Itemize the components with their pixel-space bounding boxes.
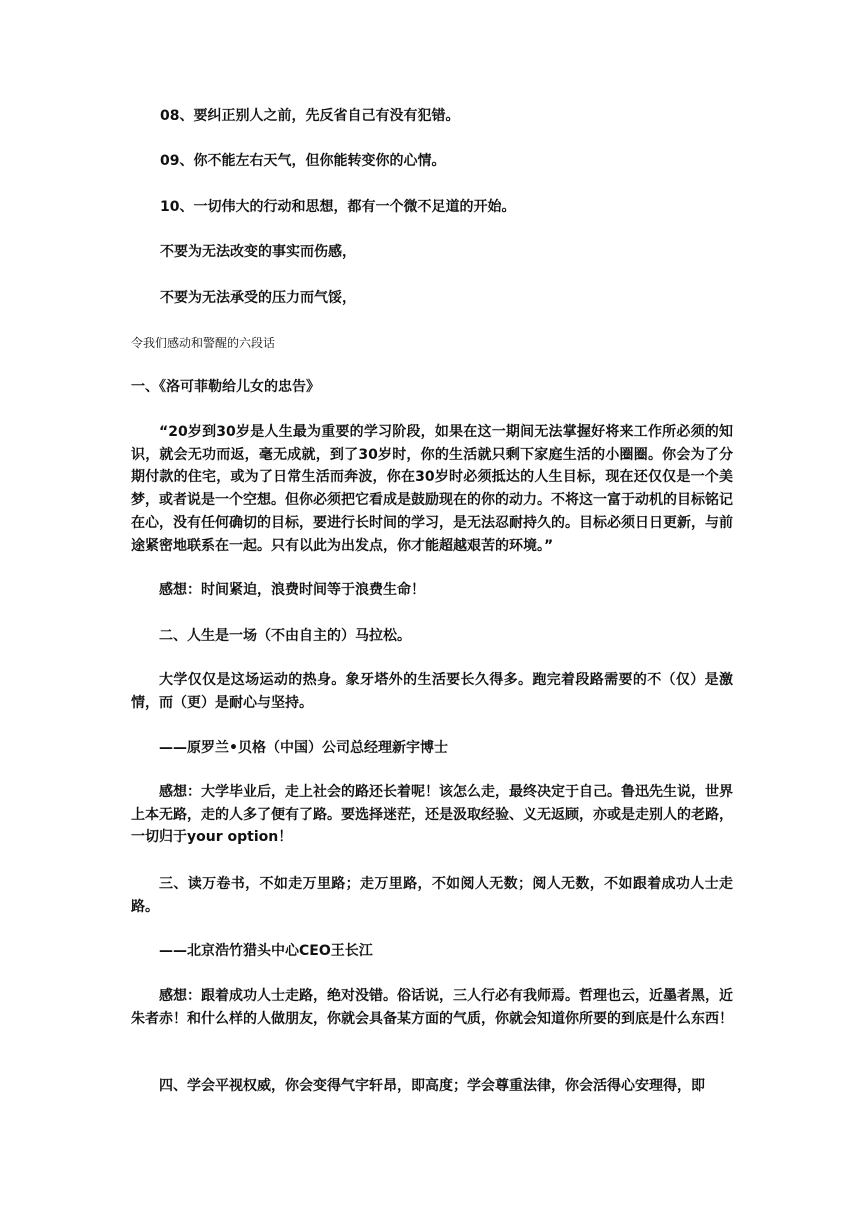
quote-09: 09、你不能左右天气，但你能转变你的心情。 — [160, 153, 446, 169]
quote-10: 10、一切伟大的行动和思想，都有一个微不足道的开始。 — [160, 199, 516, 215]
rockefeller-quote: “20岁到30岁是人生最为重要的学习阶段，如果在这一期间无法掌握好将来工作所必须的知识，就会无功而返，毫无成就，到了30岁时，你的生活就只剩下家庭生活的小圈圈。你会为了分期付款的住宅，或为了日常生活而奔波，你在30岁时必须抵达的人生目标，现在还仅仅是一个美梦，或者说是一个空想。但你必须把它看成是鼓励现在的你的动力。不将这一富于动机的目标铭记在心，没有任何确切的目标，要进行长时间的学习，是无法忍耐持久的。目标必须日日更新，与前途紧密地联系在一起。只有以此为出发点，你才能超越艰苦的环境。” — [131, 424, 733, 554]
marathon-text: 大学仅仅是这场运动的热身。象牙塔外的生活要长久得多。跑完着段路需要的不（仅）是激情，而（更）是耐心与坚持。 — [131, 672, 733, 711]
quote-08: 08、要纠正别人之前，先反省自己有没有犯错。 — [160, 108, 460, 124]
heading-two: 二、人生是一场（不由自主的）马拉松。 — [159, 628, 411, 644]
heading-four: 四、学会平视权威，你会变得气宇轩昂，即高度；学会尊重法律，你会活得心安理得，即 — [159, 1078, 705, 1094]
reflection-three: 感想：跟着成功人士走路，绝对没错。俗话说，三人行必有我师焉。哲理也云，近墨者黑，近朱者赤！和什么样的人做朋友，你就会具备某方面的气质，你就会知道你所要的到底是什么东西！ — [131, 988, 733, 1027]
closing-line-1: 不要为无法改变的事实而伤感， — [160, 244, 356, 260]
attribution-two: ——原罗兰•贝格（中国）公司总经理新宇博士 — [159, 740, 448, 756]
attribution-three: ——北京浩竹猎头中心CEO王长江 — [159, 943, 373, 959]
reflection-one: 感想：时间紧迫，浪费时间等于浪费生命！ — [159, 582, 425, 598]
closing-line-2: 不要为无法承受的压力而气馁， — [160, 290, 356, 306]
heading-three: 三、读万卷书，不如走万里路；走万里路，不如阅人无数；阅人无数，不如跟着成功人士走路。 — [131, 876, 733, 915]
heading-one: 一、《洛可菲勒给儿女的忠告》 — [131, 379, 320, 395]
reflection-two: 感想：大学毕业后，走上社会的路还长着呢！该怎么走，最终决定于自己。鲁迅先生说，世界上本无路，走的人多了便有了路。要选择迷茫，还是汲取经验、义无返顾，亦或是走别人的老路，一切归于your option！ — [131, 784, 733, 846]
section-title: 令我们感动和警醒的六段话 — [131, 336, 276, 350]
